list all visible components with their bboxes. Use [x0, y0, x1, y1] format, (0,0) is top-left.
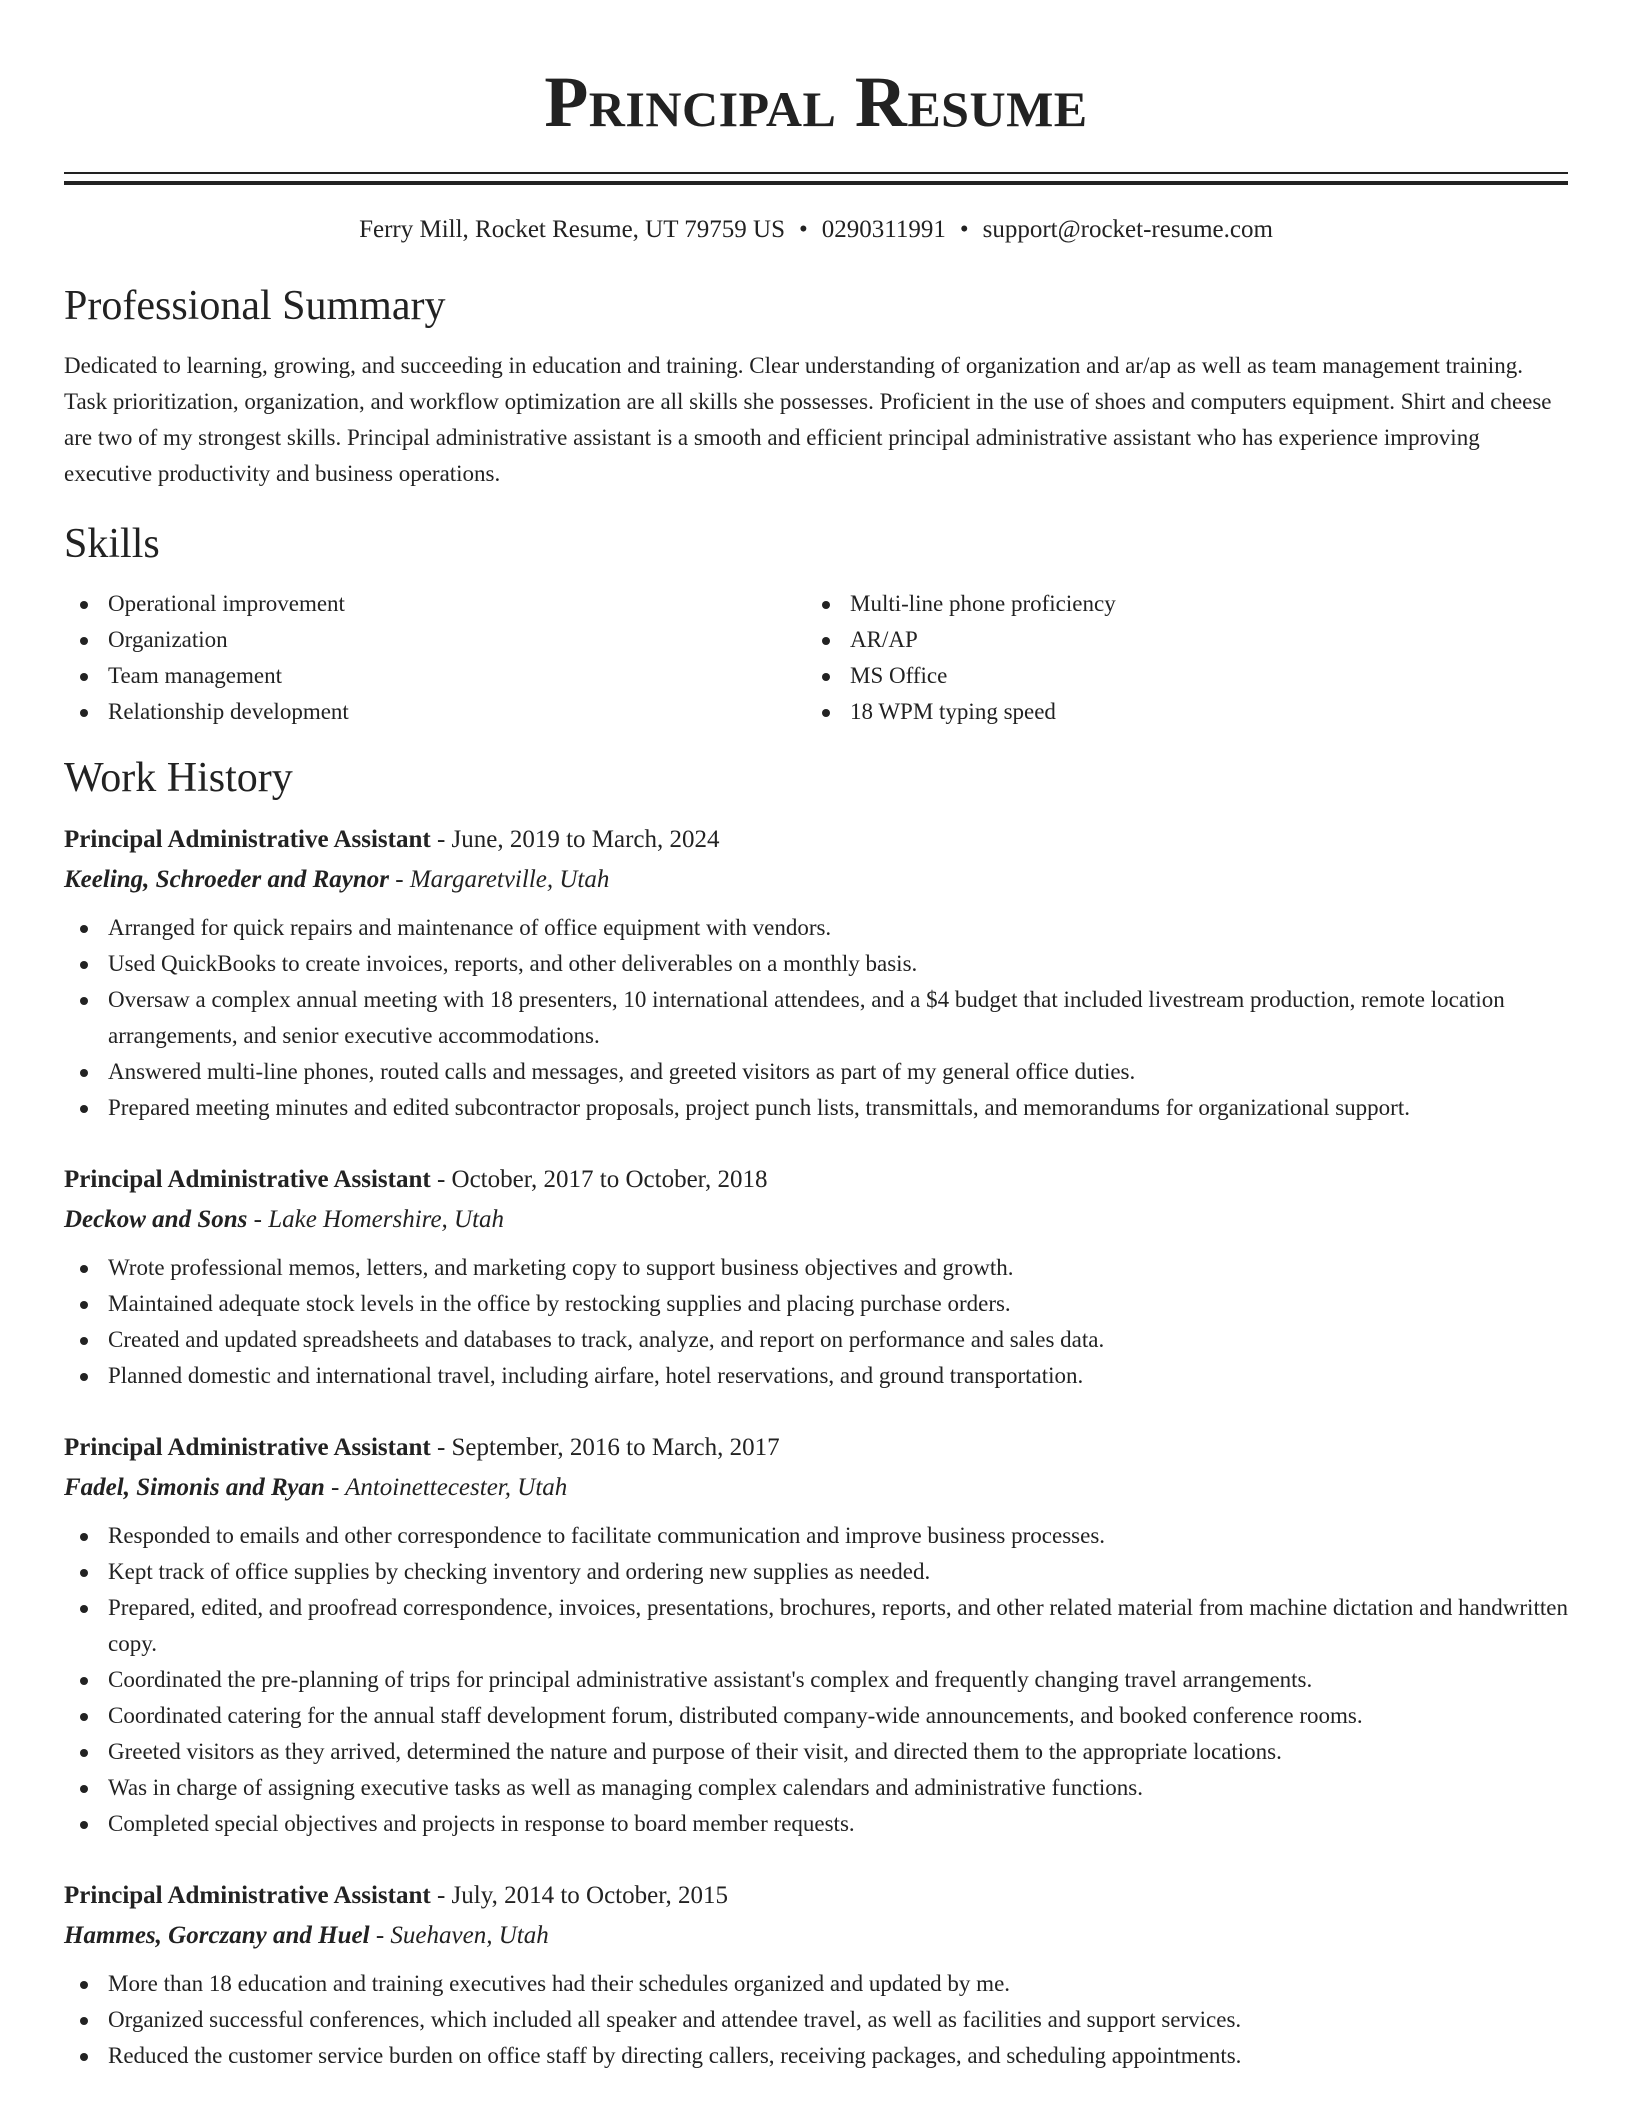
bullet-icon [80, 601, 88, 609]
duty-text: Reduced the customer service burden on office staff by directing callers, receiving packages, and scheduling appointments. [108, 2043, 1242, 2068]
skill-label: Organization [108, 627, 228, 652]
bullet-icon [80, 961, 88, 969]
company-name: Deckow and Sons [64, 1206, 248, 1233]
bullet-icon [80, 1265, 88, 1273]
contact-phone: 0290311991 [821, 216, 946, 243]
job-duties-list [64, 1966, 1568, 2074]
bullet-icon [822, 673, 830, 681]
job-title: Principal Administrative Assistant [64, 1434, 431, 1461]
skill-label: AR/AP [850, 627, 918, 652]
list-item [64, 1358, 1568, 1394]
list-item [64, 1734, 1568, 1770]
skill-item [806, 658, 1548, 694]
skill-item [64, 586, 806, 622]
bullet-icon [80, 997, 88, 1005]
company-line [64, 1468, 1568, 1508]
company-location: - Antoinettecester, Utah [324, 1474, 568, 1501]
contact-separator: • [959, 216, 969, 243]
job-dates: - July, 2014 to October, 2015 [430, 1882, 729, 1909]
bullet-icon [80, 925, 88, 933]
resume-title: Principal Resume [544, 62, 1088, 142]
duty-text: Prepared, edited, and proofread correspondence, invoices, presentations, brochures, reports, and other related material from machine dictation and handwritten copy. [108, 1595, 1568, 1656]
job-title-line [64, 1428, 1568, 1468]
list-item [64, 1698, 1568, 1734]
bullet-icon [80, 1373, 88, 1381]
bullet-icon [822, 709, 830, 717]
skill-item [806, 586, 1548, 622]
title-divider-thick [64, 181, 1568, 185]
bullet-icon [80, 2053, 88, 2061]
bullet-icon [80, 637, 88, 645]
company-name: Keeling, Schroeder and Raynor [64, 866, 390, 893]
work-history-heading: Work History [64, 755, 293, 801]
job-dates: - September, 2016 to March, 2017 [430, 1434, 780, 1461]
duty-text: Greeted visitors as they arrived, determined the nature and purpose of their visit, and directed them to the appropriate locations. [108, 1739, 1282, 1764]
list-item [64, 2002, 1568, 2038]
job-title: Principal Administrative Assistant [64, 1882, 431, 1909]
duty-text: Prepared meeting minutes and edited subcontractor proposals, project punch lists, transmittals, and memorandums for organizational support. [108, 1095, 1410, 1120]
skills-columns [64, 586, 1568, 730]
bullet-icon [80, 1605, 88, 1613]
bullet-icon [80, 2017, 88, 2025]
skill-label: Multi-line phone proficiency [850, 591, 1116, 616]
title-divider-thin [64, 172, 1568, 174]
company-name: Fadel, Simonis and Ryan [64, 1474, 325, 1501]
skill-label: Team management [108, 663, 283, 688]
summary-text: Dedicated to learning, growing, and succeeding in education and training. Clear understanding of organization and ar/ap as well as team management training. Task prioritization, organization, and workflow optimization are all skills she possesses. Proficient in the use of shoes and computers equipment. Shirt and cheese are two of my strongest skills. Principal administrative assistant is a smooth and efficient principal administrative assistant who has experience improving executive productivity and business operations. [64, 353, 1552, 486]
duty-text: Coordinated catering for the annual staff development forum, distributed company-wide announcements, and booked conference rooms. [108, 1703, 1363, 1728]
duty-text: Wrote professional memos, letters, and marketing copy to support business objectives and growth. [108, 1255, 1014, 1280]
company-name: Hammes, Gorczany and Huel [64, 1922, 370, 1949]
job-duties-list [64, 1518, 1568, 1842]
job-title-line [64, 820, 1568, 860]
duty-text: Created and updated spreadsheets and databases to track, analyze, and report on performance and sales data. [108, 1327, 1105, 1352]
duty-text: Answered multi-line phones, routed calls and messages, and greeted visitors as part of my general office duties. [108, 1059, 1136, 1084]
job-dates: - June, 2019 to March, 2024 [430, 826, 720, 853]
bullet-icon [822, 601, 830, 609]
list-item [64, 2038, 1568, 2074]
duty-text: Planned domestic and international travel, including airfare, hotel reservations, and ground transportation. [108, 1363, 1084, 1388]
duty-text: Arranged for quick repairs and maintenance of office equipment with vendors. [108, 915, 832, 940]
duty-text: Organized successful conferences, which included all speaker and attendee travel, as well as facilities and support services. [108, 2007, 1242, 2032]
job-dates: - October, 2017 to October, 2018 [430, 1166, 768, 1193]
job-entry [64, 1160, 1568, 1394]
contact-line [64, 214, 1568, 246]
list-item [64, 1090, 1568, 1126]
skill-item [64, 694, 806, 730]
bullet-icon [80, 1533, 88, 1541]
skill-item [64, 622, 806, 658]
job-entry [64, 820, 1568, 1126]
skill-label: 18 WPM typing speed [850, 699, 1056, 724]
list-item [64, 1518, 1568, 1554]
contact-email: support@rocket-resume.com [982, 216, 1273, 243]
job-title-line [64, 1160, 1568, 1200]
job-entry [64, 1428, 1568, 1842]
list-item [64, 1770, 1568, 1806]
bullet-icon [80, 1337, 88, 1345]
skill-label: MS Office [850, 663, 948, 688]
bullet-icon [80, 1069, 88, 1077]
duty-text: Used QuickBooks to create invoices, reports, and other deliverables on a monthly basis. [108, 951, 918, 976]
skill-item [806, 622, 1548, 658]
list-item [64, 1966, 1568, 2002]
bullet-icon [80, 673, 88, 681]
list-item [64, 982, 1568, 1054]
bullet-icon [80, 709, 88, 717]
bullet-icon [80, 1713, 88, 1721]
list-item [64, 946, 1568, 982]
company-location: - Margaretville, Utah [389, 866, 610, 893]
skill-label: Operational improvement [108, 591, 345, 616]
list-item [64, 1662, 1568, 1698]
list-item [64, 1590, 1568, 1662]
job-duties-list [64, 1250, 1568, 1394]
company-location: - Suehaven, Utah [369, 1922, 549, 1949]
bullet-icon [80, 1301, 88, 1309]
bullet-icon [80, 1677, 88, 1685]
job-title: Principal Administrative Assistant [64, 1166, 431, 1193]
bullet-icon [80, 1569, 88, 1577]
duty-text: Oversaw a complex annual meeting with 18 presenters, 10 international attendees, and a $4 budget that included livestream production, remote location arrangements, and senior executive accommodations. [108, 987, 1505, 1048]
summary-heading: Professional Summary [64, 283, 446, 329]
resume-page [64, 0, 1568, 2074]
bullet-icon [80, 1105, 88, 1113]
list-item [64, 1322, 1568, 1358]
bullet-icon [80, 1749, 88, 1757]
bullet-icon [80, 1981, 88, 1989]
company-line [64, 860, 1568, 900]
bullet-icon [822, 637, 830, 645]
skill-item [64, 658, 806, 694]
job-title: Principal Administrative Assistant [64, 826, 431, 853]
skills-list-left [64, 586, 806, 730]
skills-list-right [806, 586, 1548, 730]
list-item [64, 1806, 1568, 1842]
skill-item [806, 694, 1548, 730]
job-title-line [64, 1876, 1568, 1916]
duty-text: More than 18 education and training executives had their schedules organized and updated by me. [108, 1971, 1011, 1996]
contact-address: Ferry Mill, Rocket Resume, UT 79759 US [359, 216, 785, 243]
list-item [64, 1054, 1568, 1090]
list-item [64, 1286, 1568, 1322]
bullet-icon [80, 1785, 88, 1793]
duty-text: Kept track of office supplies by checking inventory and ordering new supplies as needed. [108, 1559, 931, 1584]
company-location: - Lake Homershire, Utah [247, 1206, 505, 1233]
duty-text: Was in charge of assigning executive tasks as well as managing complex calendars and administrative functions. [108, 1775, 1143, 1800]
skill-label: Relationship development [108, 699, 349, 724]
job-entry [64, 1876, 1568, 2074]
contact-separator: • [799, 216, 808, 243]
company-line [64, 1200, 1568, 1240]
list-item [64, 1554, 1568, 1590]
skills-heading: Skills [64, 521, 160, 567]
duty-text: Completed special objectives and projects in response to board member requests. [108, 1811, 855, 1836]
duty-text: Maintained adequate stock levels in the office by restocking supplies and placing purchase orders. [108, 1291, 1011, 1316]
duty-text: Responded to emails and other correspondence to facilitate communication and improve business processes. [108, 1523, 1106, 1548]
list-item [64, 910, 1568, 946]
duty-text: Coordinated the pre-planning of trips for principal administrative assistant's complex and frequently changing travel arrangements. [108, 1667, 1313, 1692]
list-item [64, 1250, 1568, 1286]
job-duties-list [64, 910, 1568, 1126]
company-line [64, 1916, 1568, 1956]
bullet-icon [80, 1821, 88, 1829]
